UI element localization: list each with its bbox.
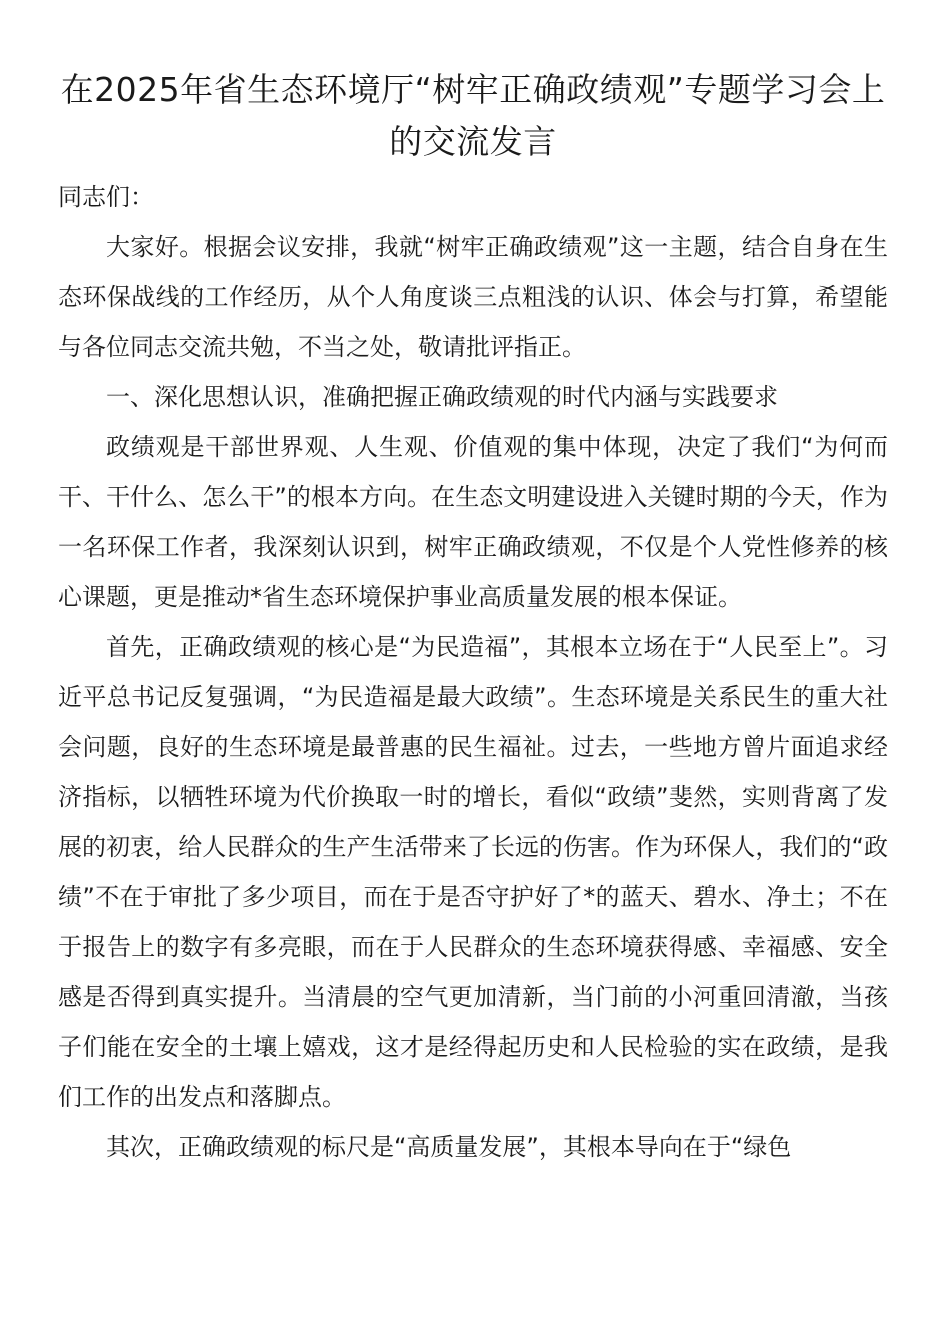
- paragraph-3: 其次，正确政绩观的标尺是“高质量发展”，其根本导向在于“绿色: [106, 1133, 792, 1161]
- salutation: 同志们：: [58, 183, 154, 211]
- section-heading-1: 一、深化思想认识，准确把握正确政绩观的时代内涵与实践要求: [106, 383, 778, 411]
- paragraph-2: 首先，正确政绩观的核心是“为民造福”，其根本立场在于“人民至上”。习近平总书记反复强调，“为民造福是最大政绩”。生态环境是关系民生的重大社会问题，良好的生态环境是最普惠的民生福祉。过去，一些地方曾片面追求经济指标，以牺牲环境为代价换取一时的增长，看似“政绩”斐然，实则背离了发展的初衷，给人民群众的生产生活带来了长远的伤害。作为环保人，我们的“政绩”不在于审批了多少项目，而在于是否守护好了*的蓝天、碧水、净土；不在于报告上的数字有多亮眼，而在于人民群众的生态环境获得感、幸福感、安全感是否得到真实提升。当清晨的空气更加清新，当门前的小河重回清澈，当孩子们能在安全的土壤上嬉戏，这才是经得起历史和人民检验的实在政绩，是我们工作的出发点和落脚点。: [58, 633, 888, 1111]
- paragraph-1: 政绩观是干部世界观、人生观、价值观的集中体现，决定了我们“为何而干、干什么、怎么干”的根本方向。在生态文明建设进入关键时期的今天，作为一名环保工作者，我深刻认识到，树牢正确政绩观，不仅是个人党性修养的核心课题，更是推动*省生态环境保护事业高质量发展的根本保证。: [58, 433, 888, 611]
- paragraph-intro: 大家好。根据会议安排，我就“树牢正确政绩观”这一主题，结合自身在生态环保战线的工作经历，从个人角度谈三点粗浅的认识、体会与打算，希望能与各位同志交流共勉，不当之处，敬请批评指正。: [58, 233, 888, 361]
- document-title: 在2025年省生态环境厅“树牢正确政绩观”专题学习会上的交流发言: [60, 70, 886, 161]
